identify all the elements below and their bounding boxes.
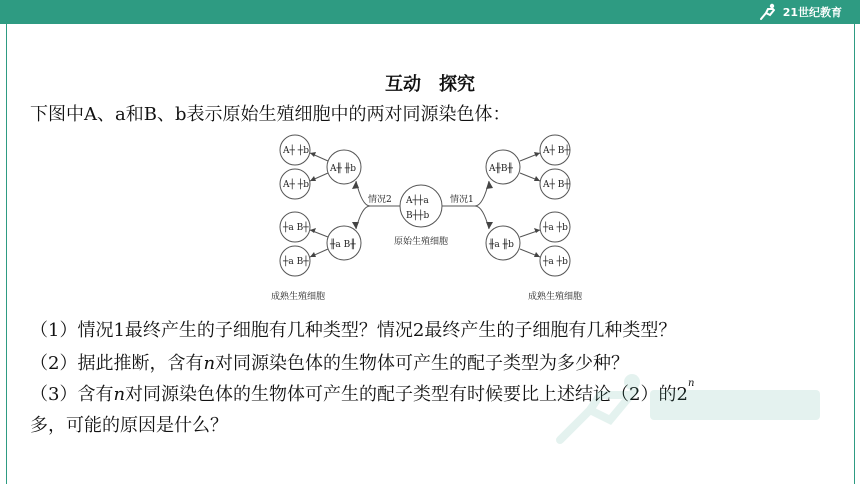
page-title: 互动 探究 xyxy=(385,74,475,95)
q3-var: n xyxy=(113,384,126,405)
origin-bottom: B┼┼b xyxy=(406,211,430,221)
left-mid-top: A╫ ╫b xyxy=(330,164,356,174)
right-cell-1: A┼ B┼ xyxy=(543,146,570,156)
q3-pre: （3）含有 xyxy=(30,384,114,405)
left-cell-3: ┼a B┼ xyxy=(283,223,309,233)
right-cell-4: ┼a ┼b xyxy=(543,257,568,267)
origin-label: 原始生殖细胞 xyxy=(394,237,449,247)
mature-left-label: 成熟生殖细胞 xyxy=(271,292,326,302)
right-cell-3: ┼a ┼b xyxy=(543,223,568,233)
case1-label: 情况1 xyxy=(450,195,474,205)
q2-post: 对同源染色体的生物体可产生的配子类型为多少种？ xyxy=(215,353,630,374)
mature-right-label: 成熟生殖细胞 xyxy=(528,292,583,302)
right-cell-2: A┼ B┼ xyxy=(543,180,570,190)
q3-sup: n xyxy=(687,378,695,389)
logo-text: 21世纪教育 xyxy=(782,6,842,19)
q2-pre: （2）据此推断，含有 xyxy=(30,353,204,374)
question-3-line2: 多，可能的原因是什么？ xyxy=(30,415,228,436)
runner-icon xyxy=(757,3,779,21)
brand-logo xyxy=(757,2,842,22)
header-bar xyxy=(0,0,860,24)
meiosis-diagram xyxy=(270,133,610,305)
left-cell-1: A┼ ┼b xyxy=(283,146,309,156)
q2-var: n xyxy=(203,353,216,374)
left-cell-4: ┼a B┼ xyxy=(283,257,309,267)
intro-text: 下图中A、a和B、b表示原始生殖细胞中的两对同源染色体： xyxy=(30,104,511,125)
right-mid-top: A╫B╫ xyxy=(489,164,513,174)
left-cell-2: A┼ ┼b xyxy=(283,180,309,190)
watermark-logo xyxy=(540,370,830,450)
origin-top: A┼┼a xyxy=(406,196,429,206)
case2-label: 情况2 xyxy=(368,195,392,205)
left-mid-bottom: ╫a B╫ xyxy=(330,240,356,250)
question-1: （1）情况1最终产生的子细胞有几种类型？情况2最终产生的子细胞有几种类型？ xyxy=(30,320,677,341)
q3-mid: 对同源染色体的生物体可产生的配子类型有时候要比上述结论（2）的2 xyxy=(125,384,688,405)
right-mid-bottom: ╫a ╫b xyxy=(489,240,514,250)
